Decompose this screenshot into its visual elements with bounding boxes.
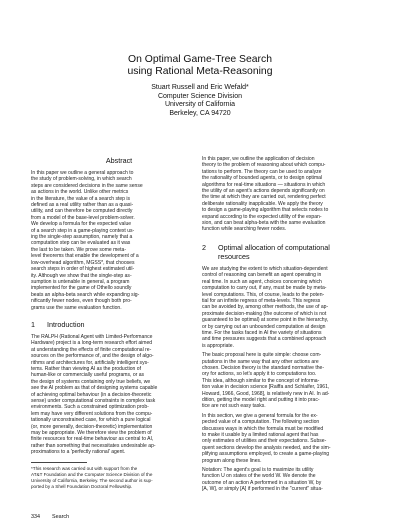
text-line: grams use the same evaluation function. xyxy=(31,304,122,311)
left-column xyxy=(31,156,207,456)
text-line: plifying assumptions employed, to create a game-playing xyxy=(202,451,330,458)
text-line: AT&T Foundation and the Computer Science Division of the xyxy=(31,471,153,477)
footnote-rule xyxy=(31,462,87,463)
section-2-paragraph xyxy=(202,352,378,410)
text-line: chosen. Decision theory is the standard normative the- xyxy=(202,364,325,371)
section-number: 1 xyxy=(31,319,35,329)
paper-title xyxy=(0,54,400,78)
text-line: The basic proposal here is quite simple: choose com- xyxy=(202,352,322,359)
text-line: In this paper, we outline the application of decision xyxy=(202,156,315,162)
section-number: 2 xyxy=(202,242,206,252)
section-1-heading xyxy=(31,320,207,329)
text-line: the design of systems containing only true beliefs, we xyxy=(31,378,151,385)
text-line: as actions in the world. Unlike other metrics xyxy=(31,189,129,196)
text-line: is appropriate. xyxy=(202,342,234,349)
running-section: Search xyxy=(52,514,70,520)
text-line: expand according to the expected utility of the expan- xyxy=(202,213,322,220)
text-line: of a search step in a game-playing context us- xyxy=(31,227,135,234)
text-line: ity. Although we show that the single-step as- xyxy=(31,272,132,279)
text-line: In this section, we give a general formula for the ex- xyxy=(202,412,318,419)
text-line: rithms and architectures for, artificially intelligent sys- xyxy=(31,359,149,366)
text-line: tion value in decision science [Raiffa and Schlaifer, 1961, xyxy=(202,384,330,391)
text-line: function while searching fewer nodes. xyxy=(202,226,287,233)
text-line: real time. In such an agent, choices concerning which xyxy=(202,278,322,285)
text-line: to design a game-playing algorithm that selects nodes to xyxy=(202,207,329,214)
footnote xyxy=(31,466,207,490)
section-2-paragraph xyxy=(202,467,378,493)
section-2-heading xyxy=(202,243,378,261)
text-line: tice are not such easy tasks. xyxy=(202,403,266,410)
text-line: at understanding the effects of finite computational re- xyxy=(31,346,152,353)
text-line: time. For the tasks faced in AI the variety of situations xyxy=(202,329,322,336)
text-line: sumption is untenable in general, a program xyxy=(31,278,130,285)
text-line: ported by a Shell Foundation Doctoral Fellowship. xyxy=(31,483,133,489)
text-line: the study of problem-solving, in which search xyxy=(31,176,132,183)
text-line: proximate decision-making (the outcome of which is not xyxy=(202,310,327,317)
text-line: see the AI problem as that of designing systems capable xyxy=(31,385,158,392)
text-line: the last to be taken. We prove some meta- xyxy=(31,246,127,253)
text-line: level theorems that enable the development of a xyxy=(31,253,139,260)
text-line: computation to carry out, if any, must be made by meta- xyxy=(202,285,327,292)
text-line: pected value of a computation. The following section xyxy=(202,419,320,426)
text-line: lem may have very different solutions from the compu- xyxy=(31,410,153,417)
text-line: tems. Rather than viewing AI as the production of xyxy=(31,365,141,372)
text-line: rather than something that necessitates undesirable ap- xyxy=(31,442,156,449)
text-line: in the literature, the value of a search step is xyxy=(31,195,131,202)
text-line: can be avoided by, among other methods, the use of ap- xyxy=(202,304,329,311)
section-2-paragraph xyxy=(202,413,378,464)
text-line: the utility of an agent's actions depends significantly on xyxy=(202,188,325,195)
intro-continued xyxy=(202,156,378,233)
text-line: the time at which they are carried out, rendering perfect xyxy=(202,194,326,201)
text-line: Howard, 1966, Good, 1968], is relatively new in AI. In ad- xyxy=(202,390,330,397)
text-line: [A, W], or simply [A] if performed in the "current" situa- xyxy=(202,486,323,493)
text-line: (or, more generally, decision-theoretic) implementation xyxy=(31,423,153,430)
text-line: the rationality of bounded agents, or to design optimal xyxy=(202,175,323,182)
text-line: We develop a formula for the expected value xyxy=(31,221,132,228)
text-line: to make it usable by a limited rational agent that has xyxy=(202,432,319,439)
text-line: implemented for the game of Othello soundly xyxy=(31,285,132,292)
text-line: deliberate rationality inapplicable. We apply the theory xyxy=(202,200,323,207)
text-line: putations in the same way that any other actions are xyxy=(202,358,319,365)
text-line: search steps in order of highest estimated util- xyxy=(31,266,135,273)
abstract-heading: Abstract xyxy=(105,156,133,165)
text-line: finite resources for real-time behaviour as central to AI, xyxy=(31,436,154,443)
text-line: beats an alpha-beta search while expanding sig- xyxy=(31,291,140,298)
text-line: nificantly fewer nodes, even though both pro- xyxy=(31,298,132,305)
abstract-body xyxy=(31,170,207,311)
text-line: In this paper we outline a general approach to xyxy=(31,170,134,176)
text-line: from a model of the base-level problem-solver. xyxy=(31,214,135,221)
text-line: sion, and can beat alpha-beta with the same evaluation xyxy=(202,220,326,227)
text-line: may be appropriate. We therefore view the problem of xyxy=(31,430,152,437)
text-line: ory for actions, so let's apply it to computations too. xyxy=(202,371,317,378)
text-line: *This research was carried out with support from the xyxy=(31,466,138,471)
page-footer xyxy=(31,514,81,521)
section-2-paragraph xyxy=(202,266,378,349)
text-line: of achieving optimal behaviour (in a decision-theoretic xyxy=(31,391,152,398)
section-title: resources xyxy=(218,251,250,261)
text-line: human-like or commercially useful programs, or as xyxy=(31,372,145,379)
affiliation-line: University of California xyxy=(164,101,236,109)
author-block xyxy=(0,84,400,118)
text-line: quent sections develop the analysis needed, and the sim- xyxy=(202,444,331,451)
intro-body xyxy=(31,334,207,456)
text-line: University of California, Berkeley. The second author is sup- xyxy=(31,477,153,483)
affiliation-line: Computer Science Division xyxy=(157,92,243,100)
text-line: outcome of an action A performed in a situation W, by xyxy=(202,479,322,486)
text-line: Notation: The agent's goal is to maximize its utility xyxy=(202,467,314,474)
text-line: utility, and can therefore be computed directly xyxy=(31,208,133,215)
text-line: guaranteed to be optimal) at some point in the hierarchy, xyxy=(202,317,329,324)
text-line: Hardware) project is a long-term research effort aimed xyxy=(31,340,153,347)
affiliation-line: Berkeley, CA 94720 xyxy=(169,109,231,117)
text-line: computation step can be evaluated as it was xyxy=(31,240,131,247)
text-line: proximations to a 'perfectly rational' agent. xyxy=(31,449,126,456)
text-line: algorithms for real-time situations — situations in which xyxy=(202,181,326,188)
text-line: tations to perform. The theory can be used to analyze xyxy=(202,168,322,175)
text-line: steps are considered decisions in the same sense xyxy=(31,182,143,189)
text-line: environments. Such a constrained optimization prob- xyxy=(31,404,149,411)
text-line: sources on the performance of, and the design of algo- xyxy=(31,353,154,360)
text-line: low-overhead algorithm, MGSS*, that chooses xyxy=(31,259,135,266)
text-line: tial for an infinite regress of meta-levels. This regress xyxy=(202,297,321,304)
text-line: sense) under computational constraints in complex task xyxy=(31,398,156,404)
section-title: Introduction xyxy=(47,319,85,329)
text-line: function U on states of the world W. We denote the xyxy=(202,473,316,480)
text-line: The RALPH (Rational Agent with Limited-Performance xyxy=(31,333,153,340)
footnote-block xyxy=(31,466,207,490)
paper-title-line: using Rational Meta-Reasoning xyxy=(127,66,273,77)
right-column xyxy=(202,156,378,493)
text-line: level computations. This, of course, leads to the poten- xyxy=(202,291,325,298)
text-line: ing the single-step assumption, namely that a xyxy=(31,234,133,241)
authors: Stuart Russell and Eric Wefald* xyxy=(151,84,249,91)
text-line: We are studying the extent to which situation-dependent xyxy=(202,265,328,272)
text-line: and time pressures suggests that a combined approach xyxy=(202,336,327,343)
paper-title-line: On Optimal Game-Tree Search xyxy=(128,54,272,65)
text-line: discusses ways in which the formula must be modified xyxy=(202,425,324,432)
section-title: Optimal allocation of computational xyxy=(218,242,330,252)
text-line: program along these lines. xyxy=(202,457,262,464)
text-line: tationally unconstrained case, for which a pure logical xyxy=(31,417,151,424)
text-line: or by carrying out an unbounded computation at design xyxy=(202,323,326,330)
text-line: control of reasoning can benefit an agent operating in xyxy=(202,272,322,279)
text-line: dition, getting the model right and putting it into prac- xyxy=(202,397,320,403)
text-line: only estimates of utilities and their expectations. Subse- xyxy=(202,438,327,445)
text-line: theory to the problem of reasoning about which compu- xyxy=(202,162,326,169)
text-line: This idea, although similar to the concept of informa- xyxy=(202,377,320,384)
text-line: defined as a real utility rather than as a quasi- xyxy=(31,202,134,209)
page-number: 334 xyxy=(31,514,40,520)
